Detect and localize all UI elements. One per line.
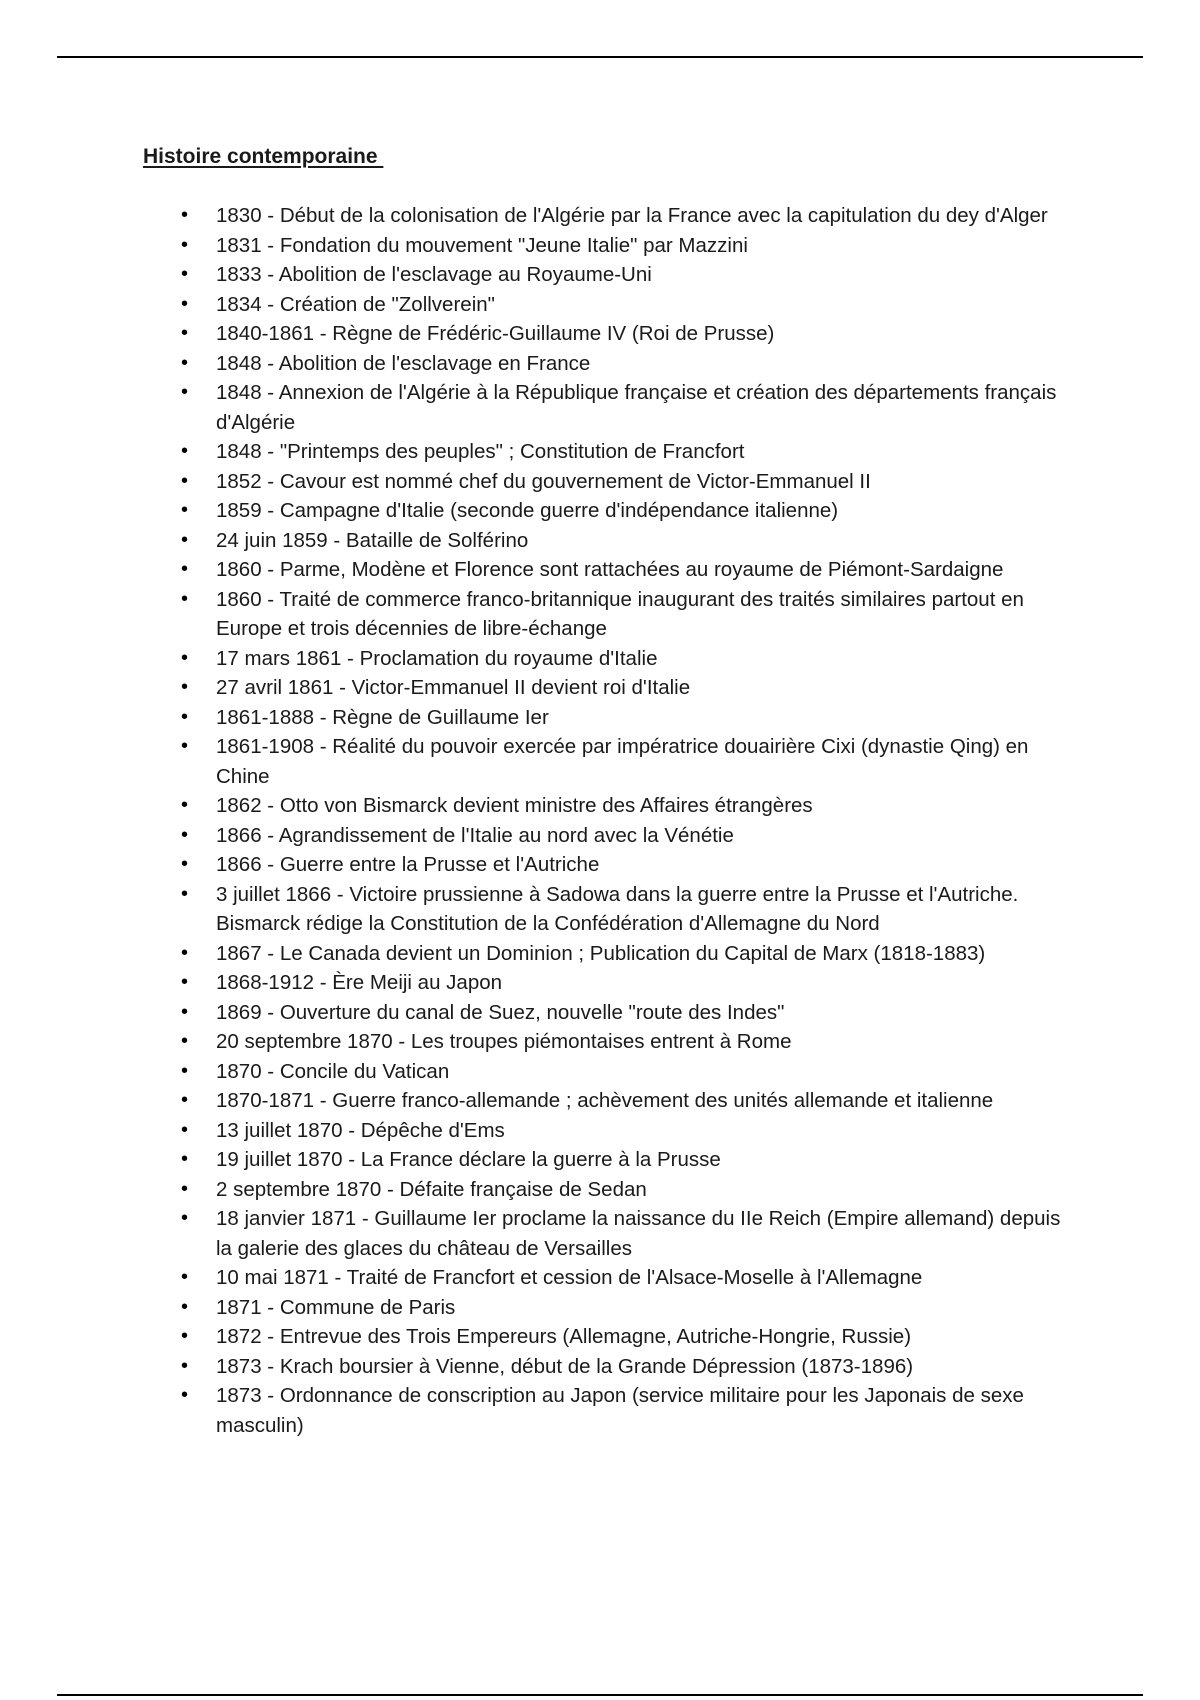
list-item: • 1860 - Parme, Modène et Florence sont rattachées au royaume de Piémont-Sardaigne: [216, 555, 1066, 585]
list-item: • 1861-1908 - Réalité du pouvoir exercée par impératrice douairière Cixi (dynastie Qing) en Chine: [216, 732, 1066, 791]
list-item: • 1833 - Abolition de l'esclavage au Royaume-Uni: [216, 260, 1066, 290]
page-title: Histoire contemporaine: [143, 145, 384, 168]
list-item: • 1867 - Le Canada devient un Dominion ; Publication du Capital de Marx (1818-1883): [216, 939, 1066, 969]
list-item: • 18 janvier 1871 - Guillaume Ier proclame la naissance du IIe Reich (Empire allemand) depuis la galerie des glaces du château de Versailles: [216, 1204, 1066, 1263]
list-item: • 1859 - Campagne d'Italie (seconde guerre d'indépendance italienne): [216, 496, 1066, 526]
list-item: • 1848 - Abolition de l'esclavage en France: [216, 349, 1066, 379]
list-item: • 1870 - Concile du Vatican: [216, 1057, 1066, 1087]
list-item: • 1852 - Cavour est nommé chef du gouvernement de Victor-Emmanuel II: [216, 467, 1066, 497]
header-rule: [57, 56, 1143, 58]
list-item: • 1873 - Krach boursier à Vienne, début de la Grande Dépression (1873-1896): [216, 1352, 1066, 1382]
list-item: • 19 juillet 1870 - La France déclare la guerre à la Prusse: [216, 1145, 1066, 1175]
list-item: • 1834 - Création de "Zollverein": [216, 290, 1066, 320]
list-item: • 1869 - Ouverture du canal de Suez, nouvelle "route des Indes": [216, 998, 1066, 1028]
list-item: • 27 avril 1861 - Victor-Emmanuel II devient roi d'Italie: [216, 673, 1066, 703]
list-item: • 1862 - Otto von Bismarck devient ministre des Affaires étrangères: [216, 791, 1066, 821]
list-item: • 1840-1861 - Règne de Frédéric-Guillaume IV (Roi de Prusse): [216, 319, 1066, 349]
list-item: • 1848 - Annexion de l'Algérie à la République française et création des départements français d'Algérie: [216, 378, 1066, 437]
list-item: • 2 septembre 1870 - Défaite française de Sedan: [216, 1175, 1066, 1205]
list-item: • 1873 - Ordonnance de conscription au Japon (service militaire pour les Japonais de sexe masculin): [216, 1381, 1066, 1440]
list-item: • 17 mars 1861 - Proclamation du royaume d'Italie: [216, 644, 1066, 674]
list-item: • 3 juillet 1866 - Victoire prussienne à Sadowa dans la guerre entre la Prusse et l'Autriche. Bismarck rédige la Constitution de la Confédération d'Allemagne du Nord: [216, 880, 1066, 939]
list-item: • 10 mai 1871 - Traité de Francfort et cession de l'Alsace-Moselle à l'Allemagne: [216, 1263, 1066, 1293]
list-item: • 1830 - Début de la colonisation de l'Algérie par la France avec la capitulation du dey d'Alger: [216, 201, 1066, 231]
list-item: • 1870-1871 - Guerre franco-allemande ; achèvement des unités allemande et italienne: [216, 1086, 1066, 1116]
list-item: • 1868-1912 - Ère Meiji au Japon: [216, 968, 1066, 998]
list-item: • 1866 - Agrandissement de l'Italie au nord avec la Vénétie: [216, 821, 1066, 851]
list-item: • 1872 - Entrevue des Trois Empereurs (Allemagne, Autriche-Hongrie, Russie): [216, 1322, 1066, 1352]
list-item: • 13 juillet 1870 - Dépêche d'Ems: [216, 1116, 1066, 1146]
list-item: • 1866 - Guerre entre la Prusse et l'Autriche: [216, 850, 1066, 880]
list-item: • 24 juin 1859 - Bataille de Solférino: [216, 526, 1066, 556]
list-item: • 1848 - "Printemps des peuples" ; Constitution de Francfort: [216, 437, 1066, 467]
list-item: • 1831 - Fondation du mouvement "Jeune Italie" par Mazzini: [216, 231, 1066, 261]
list-item: • 1871 - Commune de Paris: [216, 1293, 1066, 1323]
list-item: • 1861-1888 - Règne de Guillaume Ier: [216, 703, 1066, 733]
event-list: [216, 201, 1066, 1440]
list-item: • 1860 - Traité de commerce franco-britannique inaugurant des traités similaires partout en Europe et trois décennies de libre-échange: [216, 585, 1066, 644]
footer-rule: [57, 1694, 1143, 1696]
list-item: • 20 septembre 1870 - Les troupes piémontaises entrent à Rome: [216, 1027, 1066, 1057]
